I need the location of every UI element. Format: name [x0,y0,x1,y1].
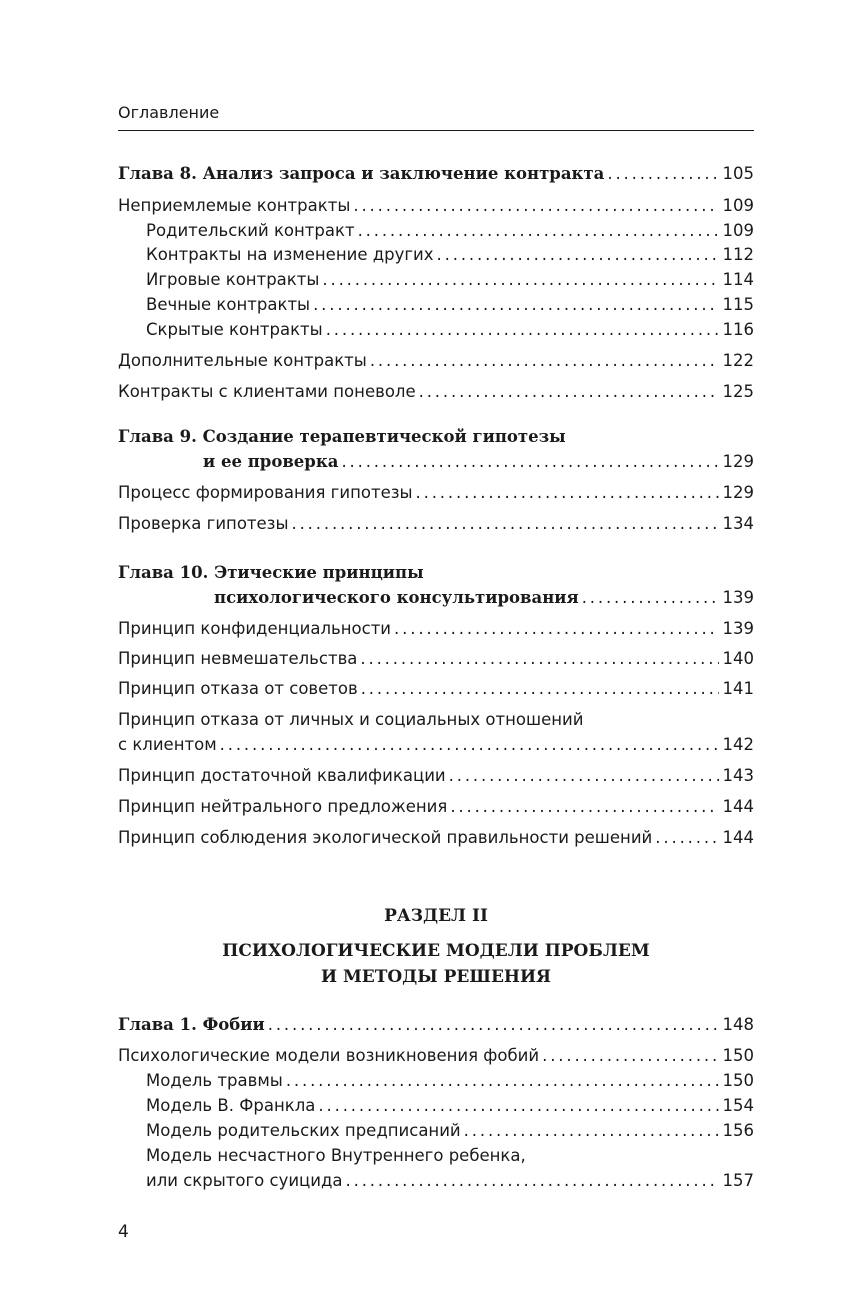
toc-entry-page: 125 [722,382,754,401]
dot-leader [360,647,718,671]
toc-entry-title: Родительский контракт [146,221,355,240]
toc-entry-title: психологического консультирования [214,588,579,607]
running-header: Оглавление [118,103,220,122]
toc-entry-page: 114 [722,270,754,289]
dot-leader [286,1069,719,1093]
toc-entry-page: 142 [722,735,754,754]
toc-entry-title: Принцип невмешательства [118,649,358,668]
toc-entry-page: 143 [722,766,754,785]
toc-entry-title: Принцип соблюдения экологической правильности решений [118,828,653,847]
toc-entry-page: 140 [722,649,754,668]
toc-subentry [146,219,754,243]
toc-entry-page: 129 [722,483,754,502]
dot-leader [370,349,719,373]
toc-entry-title: Вечные контракты [146,295,311,314]
toc-entry-page: 139 [722,588,754,607]
toc-entry [118,512,754,536]
dot-leader [450,795,718,819]
dot-leader [353,194,718,218]
toc-entry-title: Принцип нейтрального предложения [118,797,448,816]
dot-leader [318,1094,718,1118]
toc-entry-page: 144 [722,828,754,847]
toc-entry-page: 115 [722,295,754,314]
dot-leader [437,243,719,267]
dot-leader [358,219,719,243]
toc-entry-title: Модель родительских предписаний [146,1121,461,1140]
toc-entry-title: Принцип достаточной квалификации [118,766,446,785]
toc-entry-title: Контракты с клиентами поневоле [118,382,416,401]
toc-subentry [146,1094,754,1118]
toc-entry-title: или скрытого суицида [146,1171,343,1190]
section-title-line2: И МЕТОДЫ РЕШЕНИЯ [320,967,552,987]
toc-entry-page: 144 [722,797,754,816]
toc-entry [118,194,754,218]
toc-entry-chapter-8 [118,162,754,186]
dot-leader [361,677,719,701]
dot-leader [419,380,719,404]
toc-entry [118,380,754,404]
section-label: РАЗДЕЛ II [384,906,488,926]
toc-entry-page: 157 [722,1171,754,1190]
toc-entry-title: Принцип отказа от советов [118,679,358,698]
toc-entry [118,647,754,671]
toc-entry-page: 134 [722,514,754,533]
dot-leader [449,764,719,788]
dot-leader [655,826,718,850]
toc-entry-title: Модель В. Франкла [146,1096,316,1115]
toc-entry-page: 156 [722,1121,754,1140]
toc-entry-page: 139 [722,619,754,638]
toc-entry-title: Принцип конфиденциальности [118,619,392,638]
dot-leader [292,512,719,536]
dot-leader [268,1013,719,1037]
dot-leader [341,450,718,474]
toc-entry-title: с клиентом [118,735,217,754]
dot-leader [313,293,718,317]
toc-entry-page: 112 [722,245,754,264]
toc-entry-title: Глава 1. Фобии [118,1015,265,1034]
toc-entry-title: Контракты на изменение других [146,245,434,264]
toc-entry [118,826,754,850]
toc-entry-chapter-9-line1: Глава 9. Создание терапевтической гипотезы [118,427,566,446]
dot-leader [322,268,718,292]
toc-entry [118,677,754,701]
toc-subentry [146,243,754,267]
toc-entry [118,1044,754,1068]
toc-entry-title: Игровые контракты [146,270,320,289]
dot-leader [607,162,718,186]
toc-entry-page: 116 [722,320,754,339]
toc-entry-title: Скрытые контракты [146,320,323,339]
toc-entry-line1: Принцип отказа от личных и социальных отношений [118,710,584,729]
toc-entry [118,481,754,505]
toc-entry-title: Дополнительные контракты [118,351,367,370]
dot-leader [582,586,719,610]
toc-entry-page: 109 [722,196,754,215]
toc-entry-page: 109 [722,221,754,240]
toc-entry-page: 141 [722,679,754,698]
toc-entry-page: 148 [722,1015,754,1034]
toc-entry [118,764,754,788]
toc-subentry [146,318,754,342]
toc-entry-chapter-1 [118,1013,754,1037]
toc-entry-page: 129 [722,452,754,471]
toc-subentry [146,293,754,317]
toc-entry-page: 154 [722,1096,754,1115]
toc-entry-title: Процесс формирования гипотезы [118,483,413,502]
dot-leader [220,733,719,757]
toc-entry-page: 122 [722,351,754,370]
section-title-line1: ПСИХОЛОГИЧЕСКИЕ МОДЕЛИ ПРОБЛЕМ [222,941,650,961]
toc-entry [118,617,754,641]
toc-subentry [146,1119,754,1143]
dot-leader [542,1044,718,1068]
toc-entry-page: 150 [722,1046,754,1065]
toc-entry [118,733,754,757]
toc-entry-page: 150 [722,1071,754,1090]
dot-leader [416,481,719,505]
toc-entry-chapter-9 [203,450,754,474]
toc-entry-title: Неприемлемые контракты [118,196,351,215]
toc-entry-chapter-10-line1: Глава 10. Этические принципы [118,563,424,582]
page-number: 4 [118,1222,129,1242]
toc-subentry [146,1169,754,1193]
toc-entry [118,795,754,819]
header-rule [118,130,754,131]
toc-entry-page: 105 [722,164,754,183]
toc-entry-title: и ее проверка [203,452,339,471]
toc-subentry [146,1069,754,1093]
toc-entry-title: Модель травмы [146,1071,283,1090]
dot-leader [346,1169,719,1193]
toc-entry-chapter-10 [214,586,754,610]
toc-entry-title: Глава 8. Анализ запроса и заключение контракта [118,164,605,183]
toc-entry-title: Психологические модели возникновения фобий [118,1046,540,1065]
toc-entry [118,349,754,373]
toc-subentry-line1: Модель несчастного Внутреннего ребенка, [146,1146,526,1165]
dot-leader [394,617,718,641]
dot-leader [464,1119,719,1143]
dot-leader [326,318,719,342]
toc-subentry [146,268,754,292]
toc-entry-title: Проверка гипотезы [118,514,289,533]
